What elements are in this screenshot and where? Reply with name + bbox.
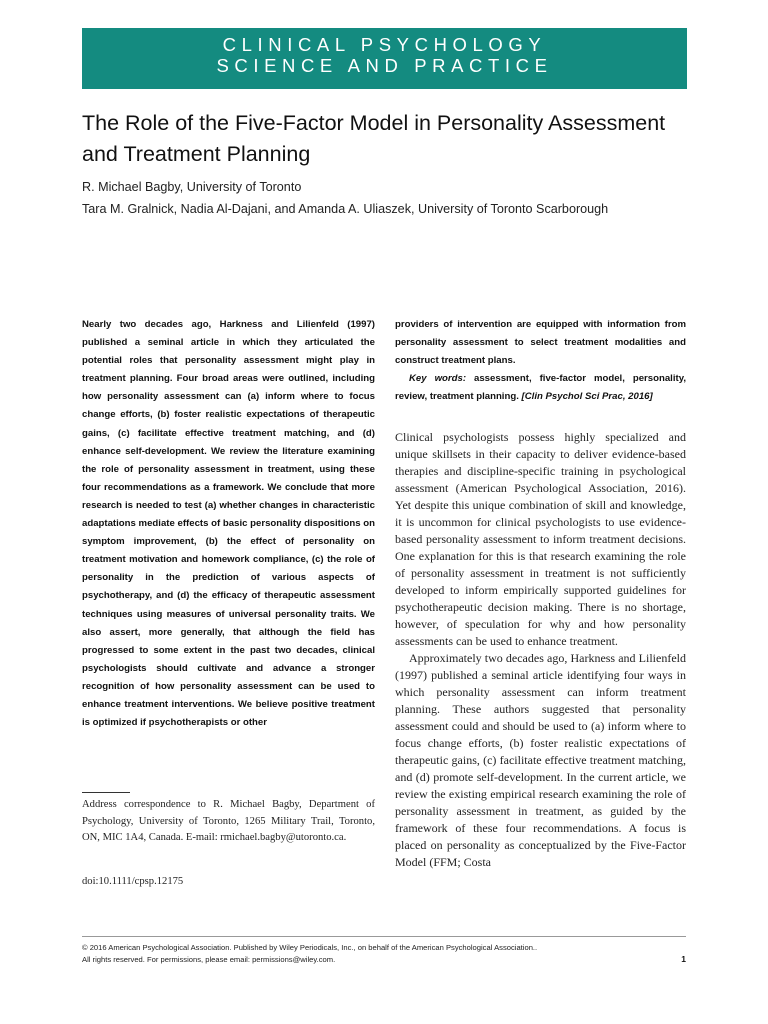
author-line-2: Tara M. Gralnick, Nadia Al-Dajani, and Amanda A. Uliaszek, University of Toronto Scarborough — [82, 202, 609, 216]
abstract-continuation — [395, 316, 686, 406]
journal-name-line2: SCIENCE AND PRACTICE — [216, 55, 553, 76]
journal-banner — [82, 28, 687, 89]
journal-citation: [Clin Psychol Sci Prac, 2016] — [521, 391, 653, 403]
author-line-1: R. Michael Bagby, University of Toronto — [82, 180, 302, 194]
copyright-line-1: © 2016 American Psychological Association. Published by Wiley Periodicals, Inc., on behalf of the American Psychological Association.. — [82, 943, 538, 952]
keywords-label: Key words: — [409, 373, 467, 385]
abstract-text: Nearly two decades ago, Harkness and Lilienfeld (1997) published a seminal article in which they articulated the potential roles that personality assessment might play in treatment planning. Four broad areas were outlined, including how personality assessment can (a) inform where to focus change efforts, (b) foster realistic expectations of therapeutic gains, (c) facilitate effective treatment matching, and (d) enhance self-development. We review the literature examining the role of personality assessment in treatment, using these four recommendations as a framework. We conclude that more research is needed to test (a) whether changes in characteristic adaptations mediate effects of basic personality dispositions on symptom improvement, (b) the effect of personality on treatment motivation and homework compliance, (c) the role of personality in the prediction of various aspects of psychotherapy, and (d) the efficacy of therapeutic assessment techniques using measures of universal personality traits. We also assert, more generally, that although the field has progressed to some extent in the past two decades, clinical psychologists should cultivate and advance a stronger recognition of how personality assessment can be used to enhance treatment interventions. We believe positive treatment is optimized if psychotherapists or other — [82, 319, 375, 729]
body-paragraph-2: Approximately two decades ago, Harkness and Lilienfeld (1997) published a seminal article identifying four ways in which personality assessment can inform treatment planning. These authors suggested that personality assessment could and should be used to (a) inform where to focus change efforts, (b) foster realistic expectations of therapeutic gains, (c) facilitate effective treatment matching, and (d) promote self-development. In the current article, we review the existing empirical research examining the role of personality assessment in treatment, as guided by the framework of these four recommendations. A focus is placed on personality as conceptualized by the Five-Factor Model (FFM; Costa — [395, 651, 686, 869]
keywords — [395, 370, 686, 406]
body-paragraph-1: Clinical psychologists possess highly specialized and unique skillsets in their capacity to deliver evidence-based therapies and discipline-specific training in psychological assessment (American Psychological Association, 2016). Yet despite this unique combination of skill and knowledge, it is uncommon for clinical psychologists to use evidence-based personality assessment to inform treatment decisions. One explanation for this is that research examining the role of personality assessment in treatment is not sufficiently developed to inform empirically supported guidelines for psychotherapeutic decision making. There is no shortage, however, of speculation for why and how personality assessments can be used to enhance treatment. — [395, 430, 686, 648]
article-title: The Role of the Five-Factor Model in Personality Assessment and Treatment Planning — [82, 111, 666, 166]
author-list — [82, 176, 722, 220]
body-text — [395, 429, 686, 871]
abstract-text-continued: providers of intervention are equipped with information from personality assessment to select treatment modalities and construct treatment plans. — [395, 319, 686, 367]
correspondence-note: Address correspondence to R. Michael Bagby, Department of Psychology, University of Toronto, 1265 Military Trail, Toronto, ON, MIC 1A4, Canada. E-mail: rmichael.bagby@utoronto.ca. — [82, 799, 375, 843]
footnote-divider — [82, 792, 130, 793]
keywords-list: assessment, five-factor model, personality, review, treatment planning. — [395, 373, 686, 403]
page-number: 1 — [681, 954, 686, 964]
journal-name-line1: CLINICAL PSYCHOLOGY — [222, 34, 547, 55]
copyright-footer — [82, 942, 642, 965]
doi-text: doi:10.1111/cpsp.12175 — [82, 876, 184, 887]
footer-divider — [82, 936, 686, 937]
copyright-line-2: All rights reserved. For permissions, please email: permissions@wiley.com. — [82, 954, 336, 964]
